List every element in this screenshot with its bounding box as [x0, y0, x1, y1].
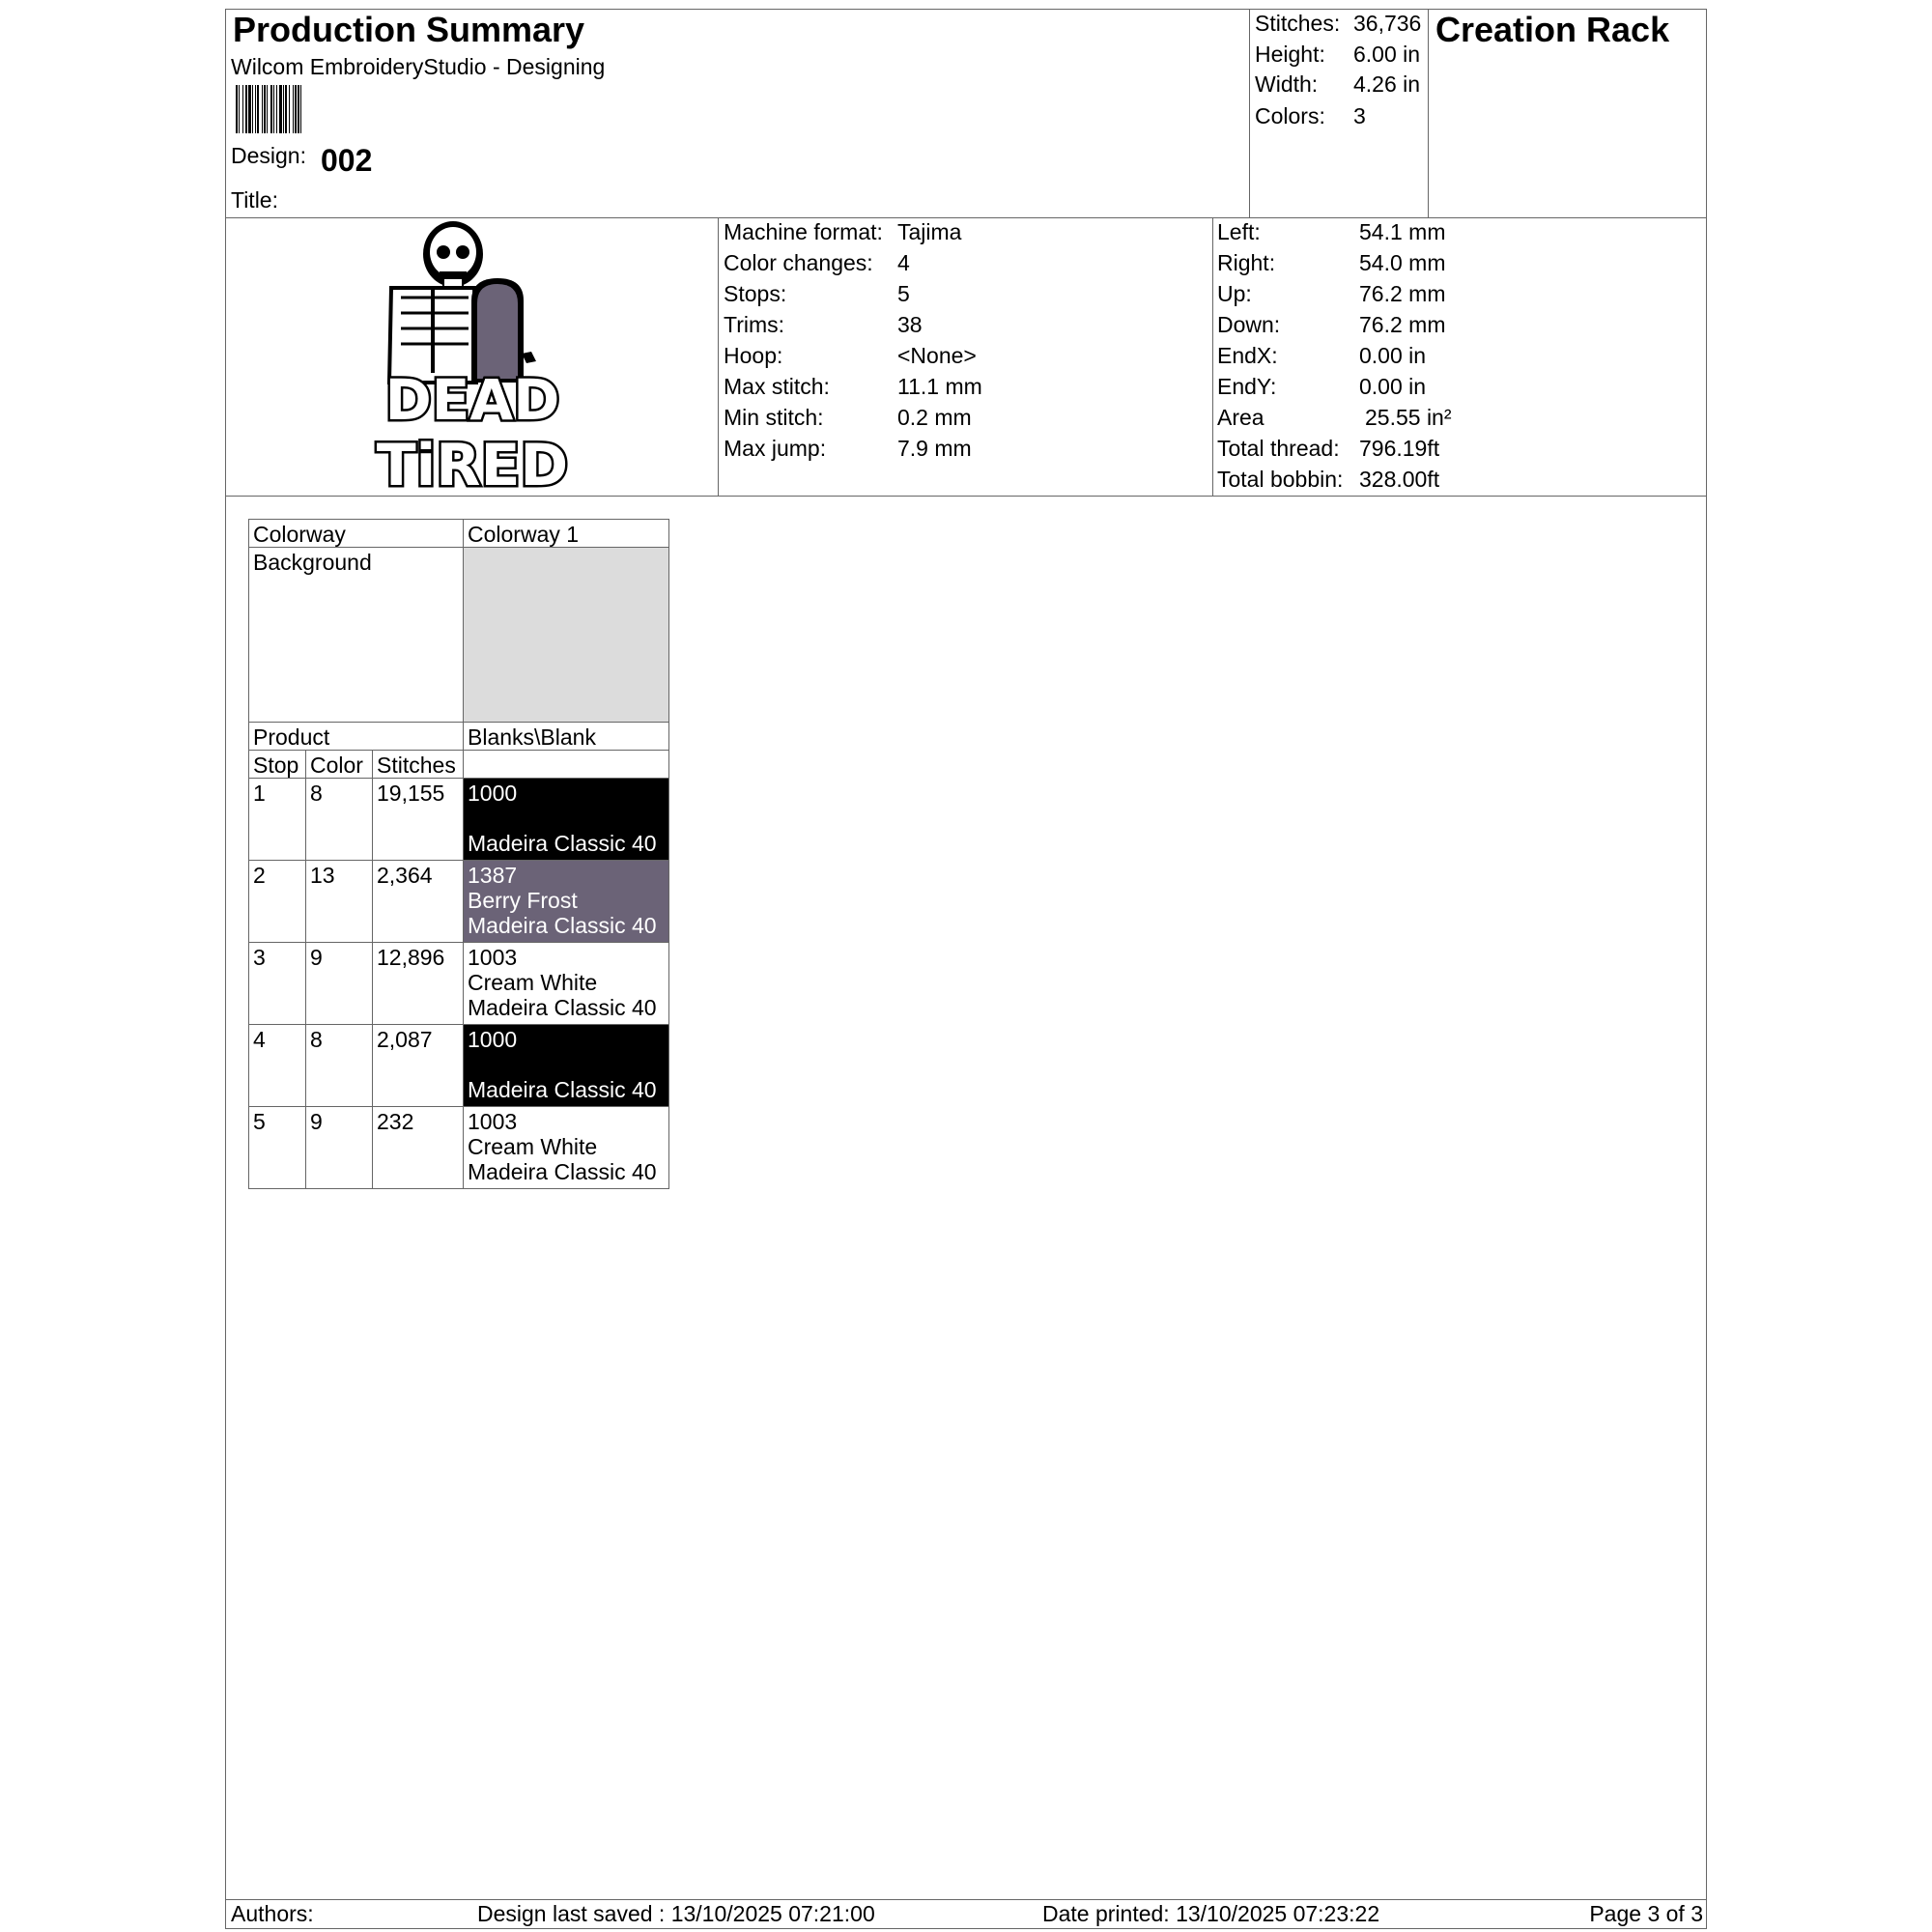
barcode-bar	[257, 85, 259, 133]
hoop-value: <None>	[897, 343, 977, 368]
stop-cell: 5	[249, 1107, 306, 1189]
endx-label: EndX:	[1217, 343, 1278, 368]
colors-value: 3	[1353, 103, 1366, 128]
area-label: Area	[1217, 405, 1264, 430]
thread-swatch-cell	[464, 861, 669, 943]
skeleton-figure	[389, 221, 483, 383]
barcode-bar	[245, 85, 247, 133]
page-number: Page 3 of 3	[1589, 1901, 1703, 1926]
stop-cell: 3	[249, 943, 306, 1025]
thread-swatch-cell	[464, 1107, 669, 1189]
max-jump-label: Max jump:	[724, 436, 827, 461]
height-label: Height:	[1255, 42, 1325, 67]
design-label: Design:	[231, 143, 306, 168]
table-row	[249, 1025, 669, 1107]
left-value: 54.1 mm	[1359, 219, 1446, 244]
up-value: 76.2 mm	[1359, 281, 1446, 306]
thread-swatch-cell	[464, 943, 669, 1025]
colors-label: Colors:	[1255, 103, 1325, 128]
thread-code: 1003	[468, 1109, 518, 1134]
right-label: Right:	[1217, 250, 1276, 275]
color-changes-value: 4	[897, 250, 910, 275]
color-cell: 9	[306, 1107, 373, 1189]
table-row	[249, 861, 669, 943]
stitches-cell: 12,896	[373, 943, 464, 1025]
background-swatch	[464, 548, 669, 723]
thread-header	[464, 751, 669, 779]
barcode-bar	[283, 85, 284, 133]
barcode	[236, 85, 355, 133]
trims-label: Trims:	[724, 312, 785, 337]
trims-value: 38	[897, 312, 923, 337]
background-row	[249, 548, 669, 723]
svg-text:DEAD: DEAD	[384, 367, 560, 433]
table-row	[249, 779, 669, 861]
title-label: Title:	[231, 187, 278, 213]
barcode-bar	[289, 85, 290, 133]
barcode-bar	[273, 85, 274, 133]
max-stitch-label: Max stitch:	[724, 374, 830, 399]
stitches-cell: 2,364	[373, 861, 464, 943]
colorway-row	[249, 520, 669, 548]
endx-value: 0.00 in	[1359, 343, 1427, 368]
barcode-bar	[255, 85, 256, 133]
barcode-bar	[242, 85, 243, 133]
thread-thread: Madeira Classic 40	[468, 831, 657, 856]
height-value: 6.00 in	[1353, 42, 1421, 67]
thread-name: Berry Frost	[468, 888, 578, 913]
stops-label: Stops:	[724, 281, 787, 306]
thread-code: 1000	[468, 1027, 518, 1052]
width-value: 4.26 in	[1353, 71, 1421, 97]
color-cell: 9	[306, 943, 373, 1025]
barcode-bar	[276, 85, 277, 133]
stitches-header: Stitches	[373, 751, 464, 779]
max-jump-value: 7.9 mm	[897, 436, 972, 461]
thread-name: Cream White	[468, 1134, 598, 1159]
last-saved: Design last saved : 13/10/2025 07:21:00	[477, 1901, 875, 1926]
up-label: Up:	[1217, 281, 1252, 306]
stitches-cell: 2,087	[373, 1025, 464, 1107]
thread-thread: Madeira Classic 40	[468, 1159, 657, 1184]
barcode-bar	[279, 85, 282, 133]
barcode-bar	[267, 85, 268, 133]
total-thread-label: Total thread:	[1217, 436, 1340, 461]
barcode-bar	[239, 85, 240, 133]
barcode-bar	[295, 85, 297, 133]
table-row	[249, 943, 669, 1025]
stitches-cell: 19,155	[373, 779, 464, 861]
product-row	[249, 723, 669, 751]
barcode-bar	[236, 85, 238, 133]
right-value: 54.0 mm	[1359, 250, 1446, 275]
background-label: Background	[249, 548, 464, 723]
stop-header: Stop	[249, 751, 306, 779]
area-value: 25.55 in²	[1365, 405, 1452, 430]
colorway-label: Colorway	[249, 520, 464, 548]
total-bobbin-label: Total bobbin:	[1217, 467, 1344, 492]
color-changes-label: Color changes:	[724, 250, 873, 275]
barcode-bar	[252, 85, 253, 133]
footer-section	[225, 1899, 1707, 1929]
thread-swatch-cell	[464, 1025, 669, 1107]
thread-thread: Madeira Classic 40	[468, 913, 657, 938]
width-label: Width:	[1255, 71, 1319, 97]
thread-name	[468, 1052, 665, 1077]
date-printed: Date printed: 13/10/2025 07:23:22	[1042, 1901, 1380, 1926]
product-label: Product	[249, 723, 464, 751]
table-row	[249, 1107, 669, 1189]
machine-format-value: Tajima	[897, 219, 962, 244]
barcode-bar	[298, 85, 299, 133]
down-label: Down:	[1217, 312, 1281, 337]
colorway-table	[248, 519, 669, 1189]
design-preview	[372, 218, 577, 496]
stop-cell: 2	[249, 861, 306, 943]
barcode-bar	[248, 85, 251, 133]
product-value: Blanks\Blank	[464, 723, 669, 751]
thread-swatch-cell	[464, 779, 669, 861]
color-cell: 8	[306, 1025, 373, 1107]
thread-code: 1000	[468, 781, 518, 806]
design-number: 002	[321, 143, 373, 178]
stop-cell: 4	[249, 1025, 306, 1107]
hoop-label: Hoop:	[724, 343, 783, 368]
colorway-name: Colorway 1	[464, 520, 669, 548]
color-cell: 13	[306, 861, 373, 943]
company-name: Creation Rack	[1435, 10, 1670, 49]
total-bobbin-value: 328.00ft	[1359, 467, 1440, 492]
stitches-label: Stitches:	[1255, 11, 1341, 36]
page-title: Production Summary	[233, 10, 585, 49]
table-header-row	[249, 751, 669, 779]
thread-code: 1387	[468, 863, 518, 888]
barcode-bar	[293, 85, 294, 133]
min-stitch-value: 0.2 mm	[897, 405, 972, 430]
thread-name	[468, 806, 665, 831]
color-header: Color	[306, 751, 373, 779]
thread-thread: Madeira Classic 40	[468, 1077, 657, 1102]
software-name: Wilcom EmbroideryStudio - Designing	[231, 54, 606, 79]
barcode-bar	[285, 85, 287, 133]
stop-cell: 1	[249, 779, 306, 861]
color-cell: 8	[306, 779, 373, 861]
authors-label: Authors:	[231, 1901, 314, 1926]
total-thread-value: 796.19ft	[1359, 436, 1440, 461]
thread-code: 1003	[468, 945, 518, 970]
stitches-value: 36,736	[1353, 11, 1422, 36]
max-stitch-value: 11.1 mm	[897, 374, 982, 399]
machine-format-label: Machine format:	[724, 219, 883, 244]
endy-value: 0.00 in	[1359, 374, 1427, 399]
thread-name: Cream White	[468, 970, 598, 995]
min-stitch-label: Min stitch:	[724, 405, 824, 430]
thread-thread: Madeira Classic 40	[468, 995, 657, 1020]
left-label: Left:	[1217, 219, 1261, 244]
barcode-bar	[270, 85, 272, 133]
down-value: 76.2 mm	[1359, 312, 1446, 337]
stops-value: 5	[897, 281, 910, 306]
barcode-bar	[264, 85, 266, 133]
stitches-cell: 232	[373, 1107, 464, 1189]
endy-label: EndY:	[1217, 374, 1277, 399]
barcode-bar	[262, 85, 263, 133]
barcode-bar	[300, 85, 301, 133]
svg-text:TiRED: TiRED	[376, 432, 569, 496]
design-lettering	[377, 367, 569, 496]
